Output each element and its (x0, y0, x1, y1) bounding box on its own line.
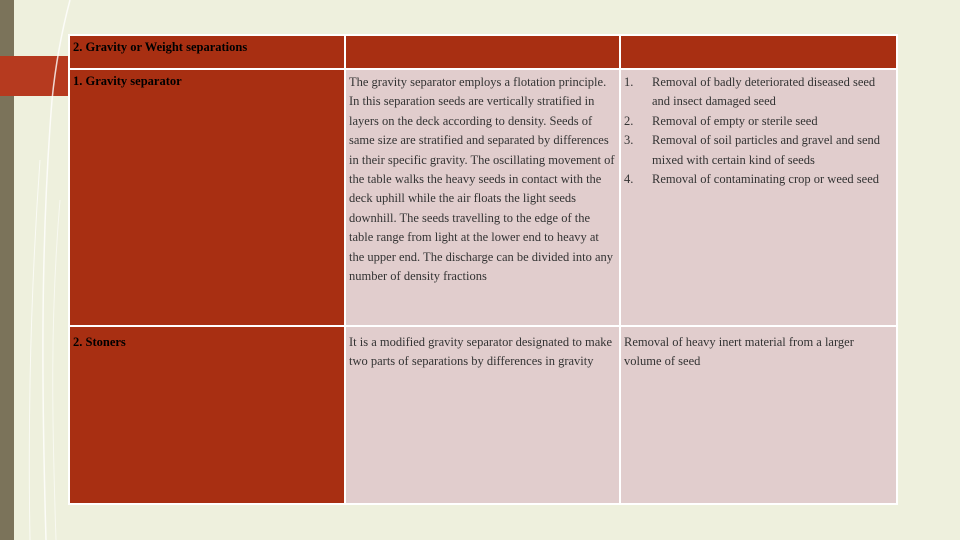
list-item-number: 4. (624, 172, 634, 187)
table-row (69, 69, 897, 326)
header-cell-2 (345, 35, 620, 69)
list-item-number: 1. (624, 75, 634, 89)
list-item (624, 170, 893, 189)
row-name-stoners: 2. Stoners (69, 326, 345, 504)
uses-list (624, 73, 893, 189)
title-accent-block (0, 56, 68, 96)
list-item-number: 2. (624, 113, 634, 128)
table-row (69, 326, 897, 504)
table-header-row (69, 35, 897, 69)
table-title: 2. Gravity or Weight separations (69, 35, 345, 69)
row-description-stoners: It is a modified gravity separator designated to make two parts of separations by differences in gravity (345, 326, 620, 504)
row-description-gravity-separator: The gravity separator employs a flotation principle. In this separation seeds are vertically stratified in layers on the deck according to density. Seeds of same size are stratified and separated by differences in their specific gravity. The oscillating movement of the table walks the heavy seeds in contact with the deck uphill while the air floats the light seeds downhill. The seeds travelling to the edge of the table range from light at the lower end to heavy at the upper end. The discharge can be divided into any number of density fractions (345, 69, 620, 326)
list-item-text: Removal of soil particles and gravel and send mixed with certain kind of seeds (652, 133, 881, 167)
row-uses-stoners: Removal of heavy inert material from a larger volume of seed (620, 326, 897, 504)
list-item (624, 112, 893, 131)
list-item (624, 131, 893, 170)
separation-table (68, 34, 898, 505)
list-item-text: Removal of badly deteriorated diseased seed and insect damaged seed (652, 75, 876, 109)
list-item-text: Removal of empty or sterile seed (652, 113, 818, 128)
list-item-text: Removal of contaminating crop or weed seed (652, 172, 880, 187)
header-cell-3 (620, 35, 897, 69)
row-uses-gravity-separator (620, 69, 897, 326)
list-item-number: 3. (624, 133, 634, 148)
row-name-gravity-separator: 1. Gravity separator (69, 69, 345, 326)
list-item (624, 73, 893, 112)
